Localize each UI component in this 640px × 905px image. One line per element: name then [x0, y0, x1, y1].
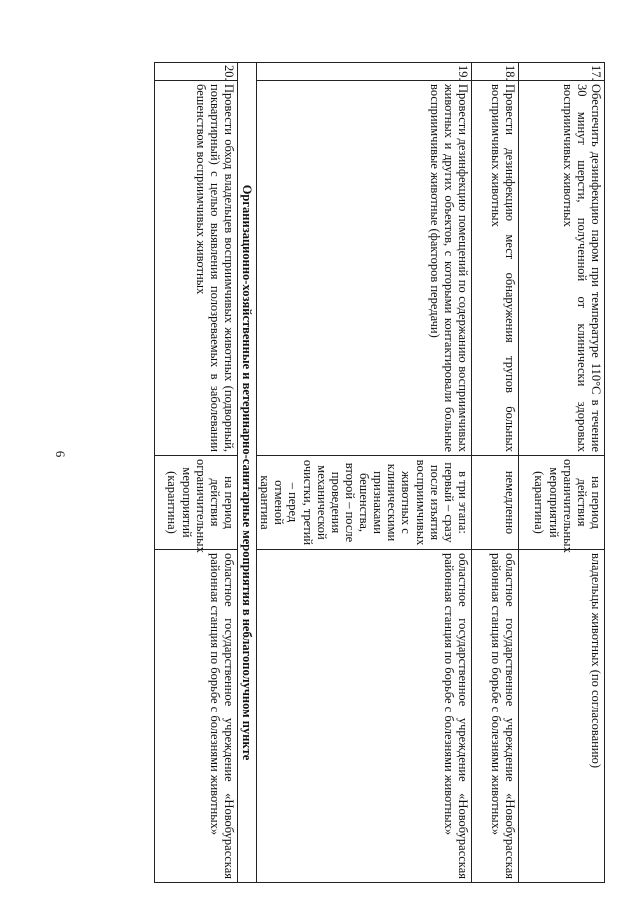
section-header-row: [238, 63, 257, 883]
row-number: 20.: [155, 63, 238, 81]
section-title: Организационно-хозяйственные и ветеринарно-санитарные мероприятия в неблагополучном пункте: [238, 63, 257, 883]
term-cell: в три этапа: первый – сразу после изъятия восприимчивых животных с клиническими признаками бешенства, второй – после проведения механической очистки, третий – перед отменой карантина: [257, 456, 472, 550]
term-cell: немедленно: [472, 456, 519, 550]
term-cell: на период действия ограничительных мероприятий (карантина): [155, 456, 238, 550]
rotated-page-content: [86, 62, 605, 882]
executor-cell: областное государственное учреждение «Новобурасская районная станция по борьбе с болезнями животных»: [257, 550, 472, 883]
table-row: [472, 63, 519, 883]
executor-cell: владельцы животных (по согласованию): [519, 550, 605, 883]
row-number: 18.: [472, 63, 519, 81]
row-number: 19.: [257, 63, 472, 81]
table-row: [519, 63, 605, 883]
table-row: [257, 63, 472, 883]
measure-cell: Обеспечить дезинфекцию паром при температуре 110°С в течение 30 минут шерсти, полученной от клинически здоровых восприимчивых животных: [519, 81, 605, 456]
measure-cell: Провести дезинфекцию мест обнаружения трупов больных восприимчивых животных: [472, 81, 519, 456]
page-number: 6: [53, 450, 68, 458]
measures-table: [154, 62, 605, 883]
table-row: [155, 63, 238, 883]
row-number: 17.: [519, 63, 605, 81]
executor-cell: областное государственное учреждение «Новобурасская районная станция по борьбе с болезнями животных»: [472, 550, 519, 883]
term-cell: на период действия ограничительных мероприятий (карантина): [519, 456, 605, 550]
measure-cell: Провести дезинфекцию помещений по содержанию восприимчивых животных и других объектов, с которыми контактировали больные восприимчивые животные (факторов передачи): [257, 81, 472, 456]
measure-cell: Провести обход владельцев восприимчивых животных (подворный, поквартирный) с целью выявления полозреваемых в заболевании бешенством восприимчивых животных: [155, 81, 238, 456]
executor-cell: областное государственное учреждение «Новобурасская районная станция по борьбе с болезнями животных»: [155, 550, 238, 883]
